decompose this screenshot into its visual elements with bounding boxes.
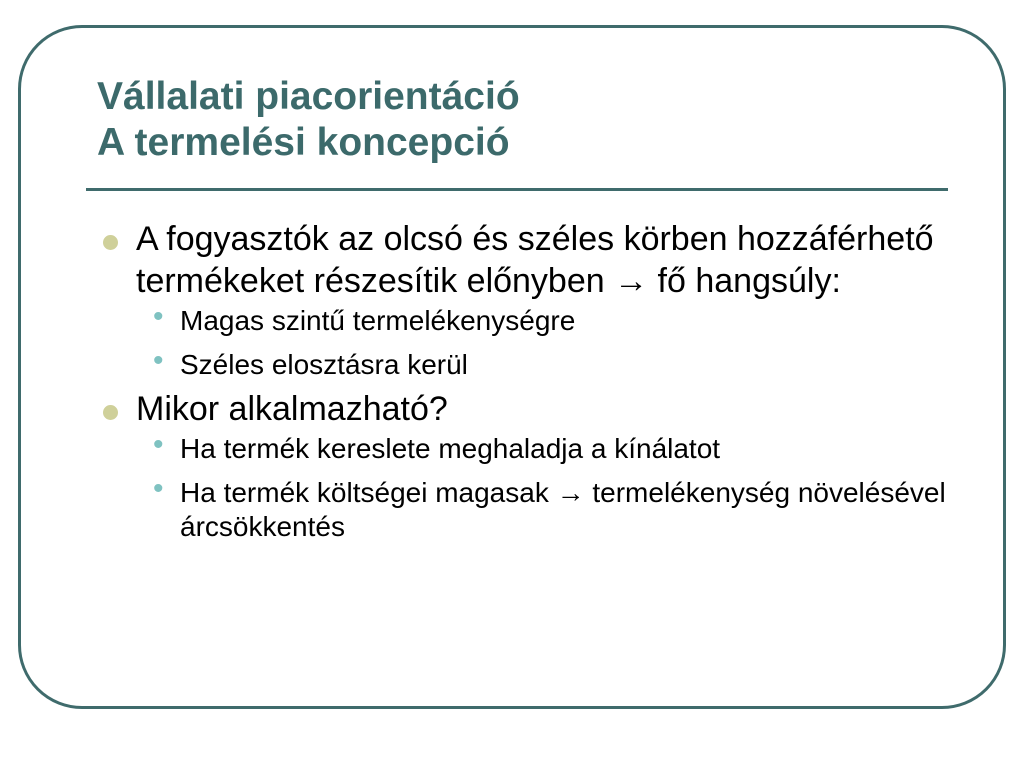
sub-bullet-text: Ha termék kereslete meghaladja a kínálatot — [180, 433, 721, 464]
sub-bullet-text: Magas szintű termelékenységre — [180, 305, 576, 336]
bullet-text: A fogyasztók az olcsó és széles körben hozzáférhető termékeket részesítik előnyben → fő hangsúly: — [136, 220, 934, 300]
bullet-text: Mikor alkalmazható? — [136, 390, 448, 428]
bullet-list — [95, 218, 955, 544]
title-divider — [86, 188, 948, 191]
sub-bullet-item — [95, 344, 955, 382]
sub-bullet-item — [95, 428, 955, 466]
sub-bullet-item — [95, 300, 955, 338]
sub-bullet-dot-icon: • — [153, 472, 164, 505]
sub-bullet-dot-icon: • — [153, 300, 164, 333]
bullet-item — [95, 218, 955, 302]
sub-bullet-text: Ha termék költségei magasak → termelékenység növelésével árcsökkentés — [180, 477, 946, 542]
slide-title — [97, 74, 957, 166]
title-line-1: Vállalati piacorientáció — [97, 75, 520, 118]
bullet-item — [95, 388, 955, 430]
title-line-2: A termelési koncepció — [97, 121, 510, 164]
sub-bullet-dot-icon: • — [153, 428, 164, 461]
sub-bullet-text: Széles elosztásra kerül — [180, 349, 468, 380]
sub-bullet-item — [95, 472, 955, 544]
bullet-dot-icon — [103, 405, 118, 420]
sub-bullet-dot-icon: • — [153, 344, 164, 377]
bullet-dot-icon — [103, 235, 118, 250]
